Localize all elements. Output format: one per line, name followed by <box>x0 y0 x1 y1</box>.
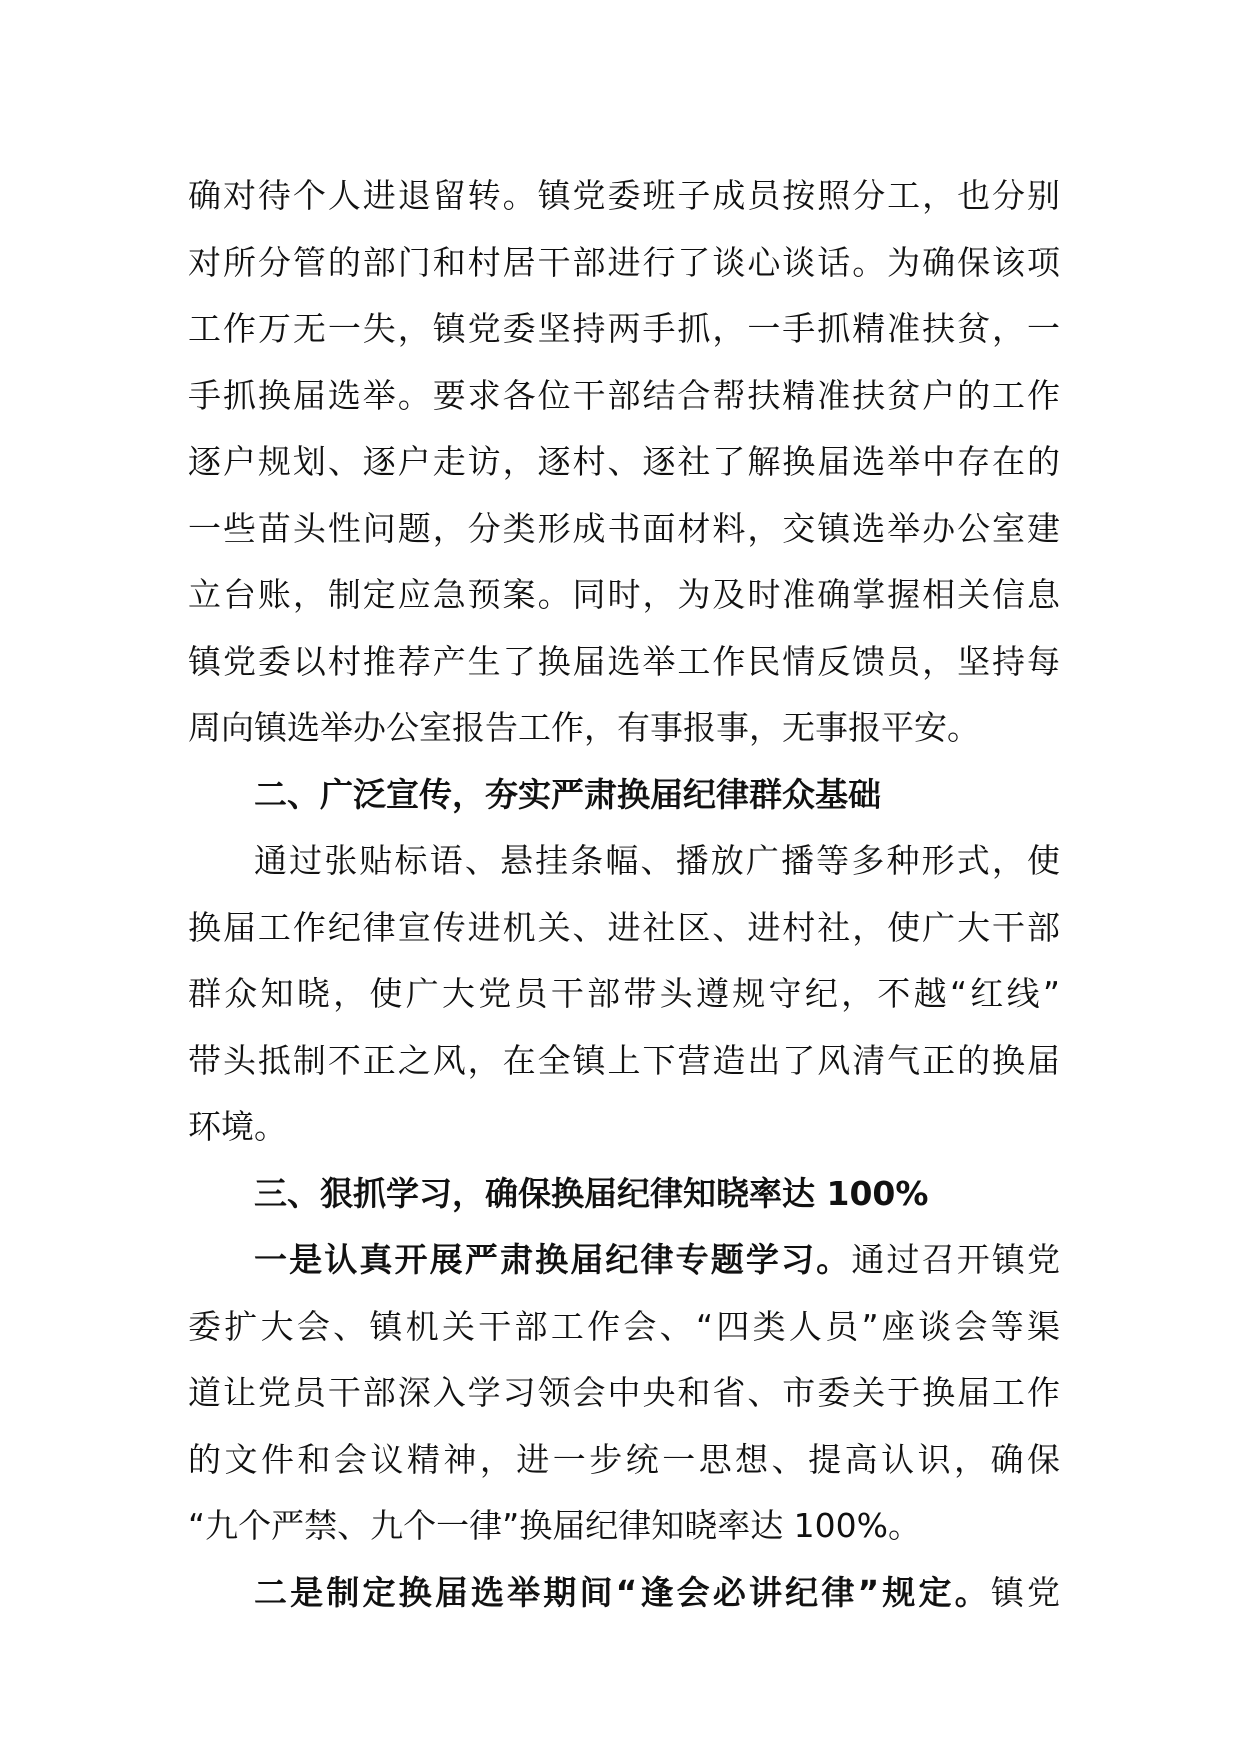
paragraph-line: 手抓换届选举。要求各位干部结合帮扶精准扶贫户的工作 <box>188 375 1060 415</box>
paragraph-line: 逐户规划、逐户走访，逐村、逐社了解换届选举中存在的 <box>188 442 1060 481</box>
subheading-inline: 二是制定换届选举期间“逢会必讲纪律”规定。 <box>254 1572 991 1612</box>
paragraph-line: 环境。 <box>188 1107 287 1146</box>
paragraph-line <box>188 1560 1060 1627</box>
document-body <box>188 163 1060 1626</box>
paragraph-line: 换届工作纪律宣传进机关、进社区、进村社，使广大干部 <box>188 907 1060 947</box>
section-heading: 三、狠抓学习，确保换届纪律知晓率达 100% <box>254 1173 929 1213</box>
paragraph-line: 的文件和会议精神，进一步统一思想、提高认识，确保 <box>188 1439 1060 1479</box>
paragraph-line: “九个严禁、九个一律”换届纪律知晓率达 100%。 <box>188 1506 922 1545</box>
subheading-inline: 一是认真开展严肃换届纪律专题学习。 <box>254 1240 852 1279</box>
paragraph-text: 通过召开镇党 <box>851 1240 1061 1279</box>
section-heading: 二、广泛宣传，夯实严肃换届纪律群众基础 <box>254 774 881 814</box>
paragraph-line: 一些苗头性问题，分类形成书面材料，交镇选举办公室建 <box>188 508 1060 548</box>
paragraph-line: 道让党员干部深入学习领会中央和省、市委关于换届工作 <box>188 1373 1060 1412</box>
paragraph-line: 确对待个人进退留转。镇党委班子成员按照分工，也分别 <box>188 176 1060 215</box>
paragraph-line <box>188 1227 1060 1294</box>
paragraph-line: 委扩大会、镇机关干部工作会、“四类人员”座谈会等渠 <box>188 1306 1060 1346</box>
paragraph-line: 周向镇选举办公室报告工作，有事报事，无事报平安。 <box>188 708 980 747</box>
paragraph-line: 镇党委以村推荐产生了换届选举工作民情反馈员，坚持每 <box>188 641 1060 681</box>
paragraph-line: 对所分管的部门和村居干部进行了谈心谈话。为确保该项 <box>188 242 1060 282</box>
paragraph-text: 镇党 <box>990 1572 1060 1612</box>
paragraph-line: 工作万无一失，镇党委坚持两手抓，一手抓精准扶贫，一 <box>188 309 1060 348</box>
paragraph-line: 群众知晓，使广大党员干部带头遵规守纪，不越“红线” <box>188 974 1060 1013</box>
paragraph-line: 立台账，制定应急预案。同时，为及时准确掌握相关信息 <box>188 575 1060 614</box>
paragraph-line: 通过张贴标语、悬挂条幅、播放广播等多种形式，使 <box>254 841 1060 880</box>
paragraph-line: 带头抵制不正之风，在全镇上下营造出了风清气正的换届 <box>188 1040 1060 1080</box>
